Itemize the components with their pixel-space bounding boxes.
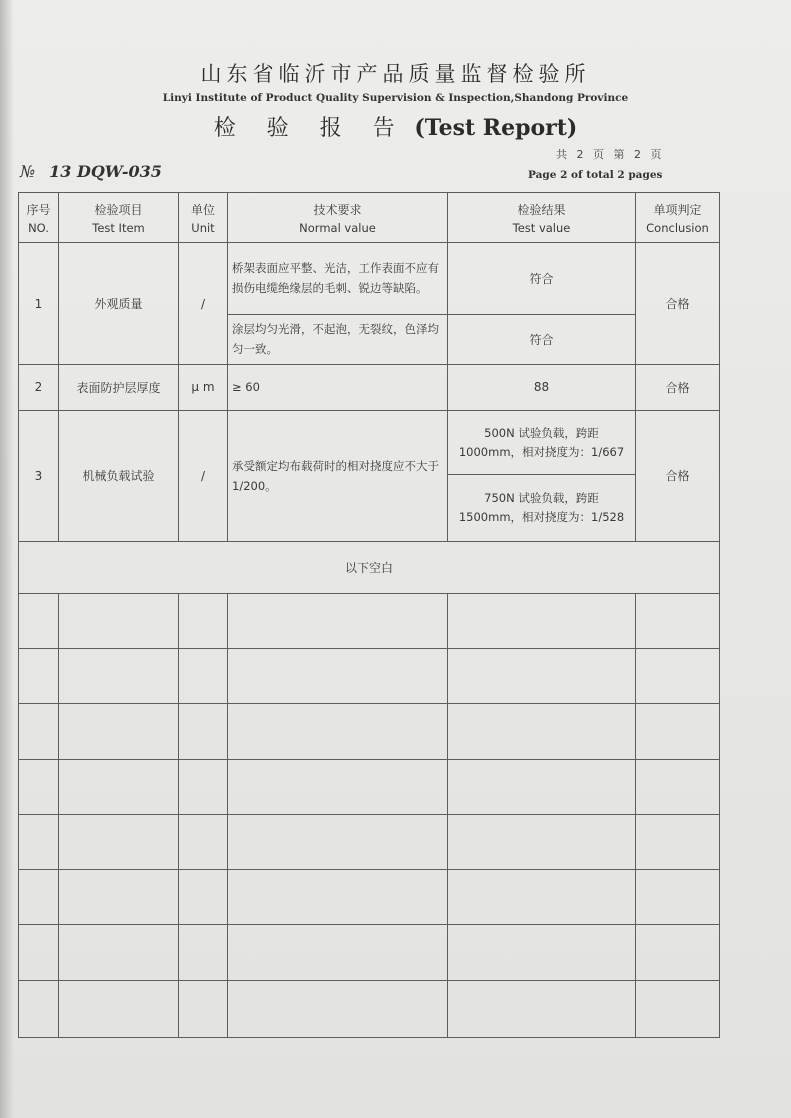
normal-value: 涂层均匀光滑，不起泡，无裂纹，色泽均匀一致。 (228, 314, 448, 364)
unit: / (179, 411, 228, 542)
report-number-value: 13 DQW-035 (49, 162, 162, 181)
empty-row (19, 704, 720, 759)
conclusion: 合格 (636, 364, 720, 410)
test-item: 外观质量 (59, 243, 179, 365)
row-number: 2 (19, 364, 59, 410)
page-edge-shadow (0, 0, 14, 1118)
blank-note-row (19, 541, 720, 593)
empty-row (19, 649, 720, 704)
normal-value: ≥ 60 (228, 364, 448, 410)
test-item: 表面防护层厚度 (59, 364, 179, 410)
test-value: 符合 (448, 314, 636, 364)
number-symbol: № (20, 162, 36, 181)
blank-note: 以下空白 (19, 541, 720, 593)
header-cell-unit: 单位 Unit (179, 193, 228, 243)
report-title-cn: 检 验 报 告 (213, 116, 407, 141)
header-cell-test-value: 检验结果 Test value (448, 193, 636, 243)
table-header-row (19, 193, 720, 243)
empty-row (19, 870, 720, 925)
report-title (0, 111, 791, 142)
row-number: 3 (19, 411, 59, 542)
unit: / (179, 243, 228, 365)
institute-name-en: Linyi Institute of Product Quality Supervision & Inspection,Shandong Province (162, 92, 629, 104)
test-value: 750N 试验负载，跨距 1500mm，相对挠度为：1/528 (448, 475, 636, 541)
report-title-en: (Test Report) (414, 115, 578, 141)
report-number (20, 162, 162, 181)
empty-row (19, 759, 720, 814)
normal-value: 桥架表面应平整、光洁，工作表面不应有损伤电缆绝缘层的毛刺、锐边等缺陷。 (228, 243, 448, 314)
header-cell-no: 序号 NO. (19, 193, 59, 243)
empty-row (19, 814, 720, 869)
header-cell-normal-value: 技术要求 Normal value (228, 193, 448, 243)
header-cell-conclusion: 单项判定 Conclusion (636, 193, 720, 243)
table-row (19, 243, 720, 314)
test-item: 机械负载试验 (59, 411, 179, 542)
test-value: 500N 试验负载，跨距 1000mm，相对挠度为：1/667 (448, 411, 636, 475)
page-count-en: Page 2 of total 2 pages (528, 169, 663, 181)
empty-row (19, 980, 720, 1037)
normal-value: 承受额定均布载荷时的相对挠度应不大于 1/200。 (228, 411, 448, 542)
empty-row (19, 593, 720, 648)
page-count-cn: 共 2 页 第 2 页 (556, 148, 665, 161)
institute-name-cn: 山东省临沂市产品质量监督检验所 (200, 62, 591, 86)
test-value: 88 (448, 364, 636, 410)
header-cell-item: 检验项目 Test Item (59, 193, 179, 243)
test-results-table (18, 192, 720, 1038)
test-value: 符合 (448, 243, 636, 314)
table-row (19, 411, 720, 475)
row-number: 1 (19, 243, 59, 365)
empty-row (19, 925, 720, 980)
conclusion: 合格 (636, 243, 720, 365)
table-row (19, 364, 720, 410)
unit: μ m (179, 364, 228, 410)
conclusion: 合格 (636, 411, 720, 542)
